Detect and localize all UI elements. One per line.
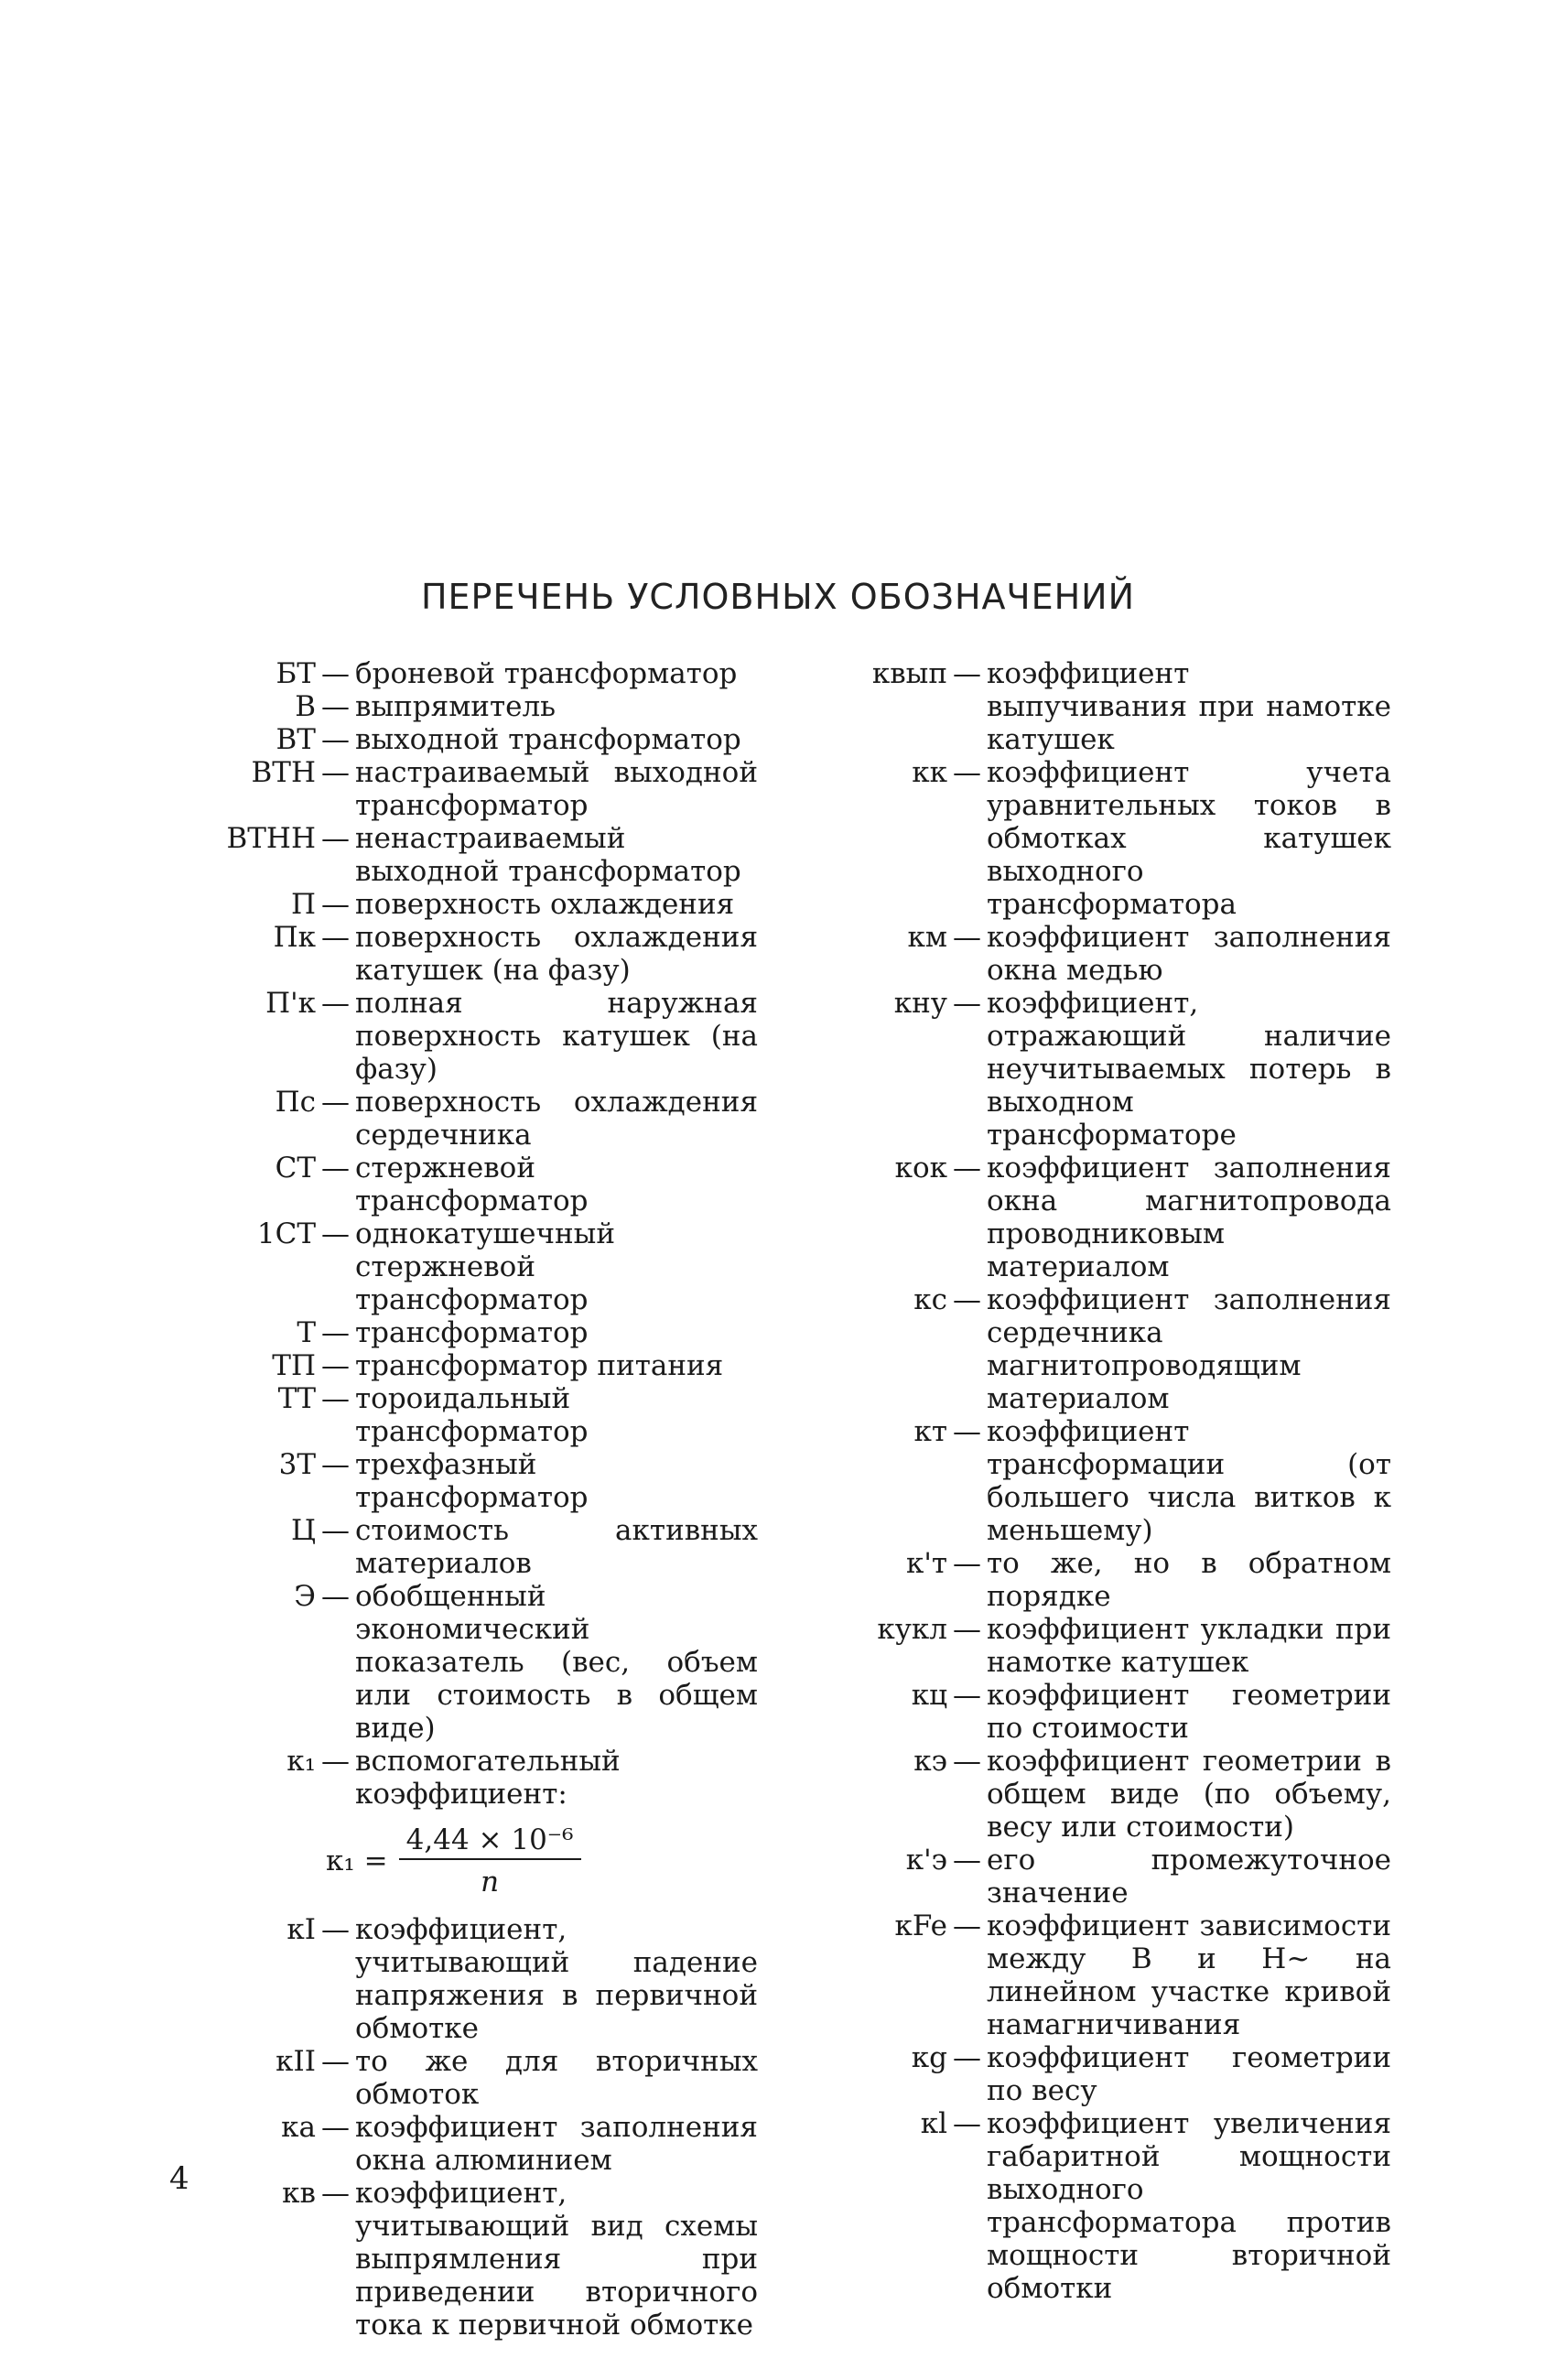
legend-symbol: Т: [297, 1316, 316, 1349]
legend-dash: —: [953, 1613, 981, 1646]
legend-dash: —: [321, 723, 350, 756]
legend-definition: то же, но в обратном порядке: [987, 1547, 1391, 1613]
legend-dash: —: [953, 1152, 981, 1185]
legend-dash: —: [321, 822, 350, 855]
legend-dash: —: [321, 921, 350, 954]
legend-dash: —: [321, 1580, 350, 1613]
legend-dash: —: [321, 1382, 350, 1415]
legend-entry: [819, 1152, 1391, 1283]
legend-entry: [165, 1086, 758, 1152]
legend-dash: —: [321, 1745, 350, 1778]
legend-symbol: кFe: [894, 1909, 947, 1942]
legend-entry: [165, 1152, 758, 1217]
legend-symbol: кg: [911, 2041, 947, 2074]
legend-entry: [819, 1283, 1391, 1415]
legend-symbol: ТП: [272, 1349, 316, 1382]
legend-definition: то же для вторичных обмоток: [355, 2045, 758, 2111]
legend-symbol: ка: [281, 2111, 316, 2144]
legend-definition: коэффициент, учитывающий вид схемы выпрямления при приведении вторичного тока к первичной обмотке: [355, 2177, 758, 2342]
legend-symbol: кl: [920, 2107, 947, 2140]
legend-symbol: квып: [871, 657, 947, 690]
legend-entry: [165, 921, 758, 987]
legend-symbol: ВТН: [251, 756, 316, 789]
legend-definition: коэффициент учета уравнительных токов в обмотках катушек выходного трансформатора: [987, 756, 1391, 921]
legend-symbol: км: [907, 921, 947, 954]
legend-symbol: кт: [913, 1415, 947, 1448]
legend-dash: —: [953, 657, 981, 690]
legend-definition: трехфазный трансформатор: [355, 1448, 589, 1514]
formula-denominator: n: [481, 1866, 500, 1899]
legend-entry: [165, 2111, 758, 2177]
legend-dash: —: [321, 1514, 350, 1547]
legend-dash: —: [953, 2107, 981, 2140]
legend-dash: —: [321, 1217, 350, 1250]
legend-entry: [819, 1844, 1391, 1909]
legend-definition: ненастраиваемый выходной трансформатор: [355, 822, 741, 888]
legend-dash: —: [953, 756, 981, 789]
legend-entry: [165, 2045, 758, 2111]
legend-definition: вспомогательный коэффициент:: [355, 1745, 621, 1811]
legend-entry: [165, 690, 758, 723]
legend-symbol: Пк: [273, 921, 316, 954]
legend-entry: [165, 1745, 758, 1811]
legend-definition: коэффициент заполнения окна медью: [987, 921, 1391, 987]
legend-dash: —: [321, 1913, 350, 1946]
legend-dash: —: [321, 657, 350, 690]
legend-symbol: П: [290, 888, 316, 921]
legend-symbol: кукл: [877, 1613, 947, 1646]
legend-dash: —: [321, 690, 350, 723]
legend-dash: —: [321, 1448, 350, 1481]
legend-entry: [165, 1217, 758, 1316]
legend-definition: коэффициент заполнения окна магнитопровода проводниковым материалом: [987, 1152, 1391, 1283]
legend-dash: —: [321, 1316, 350, 1349]
legend-symbol: ТТ: [277, 1382, 316, 1415]
legend-dash: —: [321, 987, 350, 1020]
legend-symbol: Ц: [290, 1514, 316, 1547]
legend-entry: [819, 1415, 1391, 1547]
legend-entry: [165, 888, 758, 921]
formula-fraction: [399, 1823, 581, 1899]
legend-symbol: БТ: [276, 657, 316, 690]
legend-entry: [819, 1613, 1391, 1679]
legend-symbol: кк: [912, 756, 947, 789]
legend-entry: [819, 921, 1391, 987]
legend-definition: броневой трансформатор: [355, 657, 738, 690]
legend-entry: [165, 1382, 758, 1448]
legend-entry: [165, 2177, 758, 2342]
legend-definition: коэффициент геометрии по стоимости: [987, 1679, 1391, 1745]
legend-symbol: кок: [894, 1152, 947, 1185]
legend-definition: поверхность охлаждения: [355, 888, 735, 921]
legend-symbol: П'к: [265, 987, 316, 1020]
legend-definition: полная наружная поверхность катушек (на фазу): [355, 987, 758, 1086]
legend-symbol: к'э: [905, 1844, 947, 1877]
legend-symbol: кц: [911, 1679, 947, 1712]
left-entry-list: [165, 657, 758, 1811]
legend-dash: —: [321, 2045, 350, 2078]
legend-entry: [165, 1514, 758, 1580]
right-entry-list: [819, 657, 1391, 2305]
legend-symbol: ВТ: [276, 723, 316, 756]
legend-definition: стоимость активных материалов: [355, 1514, 758, 1580]
formula-k1: [165, 1823, 758, 1899]
legend-definition: однокатушечный стержневой трансформатор: [355, 1217, 615, 1316]
left-column: [165, 657, 758, 2342]
legend-definition: трансформатор: [355, 1316, 589, 1349]
legend-definition: трансформатор питания: [355, 1349, 724, 1382]
legend-definition: поверхность охлаждения сердечника: [355, 1086, 758, 1152]
legend-symbol: кI: [286, 1913, 316, 1946]
legend-definition: коэффициент, отражающий наличие неучитываемых потерь в выходном трансформаторе: [987, 987, 1391, 1152]
legend-entry: [165, 1349, 758, 1382]
legend-entry: [819, 1909, 1391, 2041]
legend-dash: —: [321, 1086, 350, 1119]
legend-dash: —: [953, 1745, 981, 1778]
legend-dash: —: [953, 2041, 981, 2074]
legend-entry: [819, 1745, 1391, 1844]
legend-entry: [165, 1580, 758, 1745]
legend-dash: —: [321, 1152, 350, 1185]
legend-entry: [165, 723, 758, 756]
legend-entry: [819, 756, 1391, 921]
legend-dash: —: [953, 1547, 981, 1580]
legend-definition: коэффициент заполнения сердечника магнитопроводящим материалом: [987, 1283, 1391, 1415]
legend-entry: [165, 1913, 758, 2045]
legend-dash: —: [953, 1679, 981, 1712]
legend-dash: —: [321, 2177, 350, 2210]
legend-definition: поверхность охлаждения катушек (на фазу): [355, 921, 758, 987]
legend-definition: его промежуточное значение: [987, 1844, 1391, 1909]
legend-symbol: 3Т: [278, 1448, 316, 1481]
legend-symbol: кну: [893, 987, 947, 1020]
legend-symbol: кв: [282, 2177, 316, 2210]
legend-symbol: Э: [294, 1580, 316, 1613]
legend-entry: [819, 1547, 1391, 1613]
legend-entry: [165, 1316, 758, 1349]
legend-dash: —: [953, 1909, 981, 1942]
legend-definition: настраиваемый выходной трансформатор: [355, 756, 758, 822]
legend-definition: обобщенный экономический показатель (вес, объем или стоимость в общем виде): [355, 1580, 758, 1745]
legend-dash: —: [321, 756, 350, 789]
legend-dash: —: [321, 888, 350, 921]
page-number: 4: [169, 2160, 189, 2197]
legend-symbol: кII: [276, 2045, 316, 2078]
legend-symbol: кс: [913, 1283, 947, 1316]
legend-dash: —: [321, 1349, 350, 1382]
legend-definition: коэффициент геометрии по весу: [987, 2041, 1391, 2107]
legend-dash: —: [953, 1844, 981, 1877]
legend-symbol: Пс: [275, 1086, 316, 1119]
legend-entry: [819, 2107, 1391, 2305]
left-entry-list-after: [165, 1913, 758, 2342]
legend-definition: коэффициент укладки при намотке катушек: [987, 1613, 1391, 1679]
legend-entry: [165, 987, 758, 1086]
legend-entry: [165, 756, 758, 822]
legend-symbol: СТ: [275, 1152, 316, 1185]
legend-definition: тороидальный трансформатор: [355, 1382, 589, 1448]
legend-symbol: 1СТ: [256, 1217, 316, 1250]
right-column: [819, 657, 1391, 2305]
legend-definition: коэффициент зависимости между B и H~ на линейном участке кривой намагничивания: [987, 1909, 1391, 2041]
legend-dash: —: [953, 921, 981, 954]
legend-definition: коэффициент выпучивания при намотке катушек: [987, 657, 1391, 756]
legend-entry: [165, 1448, 758, 1514]
formula-lhs: к₁ =: [326, 1844, 388, 1877]
legend-entry: [819, 1679, 1391, 1745]
legend-dash: —: [953, 1415, 981, 1448]
legend-entry: [819, 987, 1391, 1152]
legend-definition: выходной трансформатор: [355, 723, 741, 756]
legend-symbol: к'т: [905, 1547, 947, 1580]
legend-entry: [819, 657, 1391, 756]
legend-definition: коэффициент трансформации (от большего числа витков к меньшему): [987, 1415, 1391, 1547]
legend-symbol: ВТНН: [226, 822, 316, 855]
formula-numerator: 4,44 × 10⁻⁶: [399, 1823, 581, 1860]
legend-symbol: к₁: [286, 1745, 316, 1778]
legend-dash: —: [953, 987, 981, 1020]
legend-definition: выпрямитель: [355, 690, 556, 723]
legend-dash: —: [321, 2111, 350, 2144]
legend-symbol: В: [295, 690, 316, 723]
legend-definition: коэффициент геометрии в общем виде (по объему, весу или стоимости): [987, 1745, 1391, 1844]
legend-definition: коэффициент, учитывающий падение напряжения в первичной обмотке: [355, 1913, 758, 2045]
legend-definition: стержневой трансформатор: [355, 1152, 589, 1217]
page-title: ПЕРЕЧЕНЬ УСЛОВНЫХ ОБОЗНАЧЕНИЙ: [420, 577, 1136, 617]
legend-entry: [165, 657, 758, 690]
legend-entry: [165, 822, 758, 888]
legend-entry: [819, 2041, 1391, 2107]
legend-definition: коэффициент увеличения габаритной мощности выходного трансформатора против мощности вторичной обмотки: [987, 2107, 1391, 2305]
legend-symbol: кэ: [913, 1745, 947, 1778]
legend-definition: коэффициент заполнения окна алюминием: [355, 2111, 758, 2177]
legend-dash: —: [953, 1283, 981, 1316]
